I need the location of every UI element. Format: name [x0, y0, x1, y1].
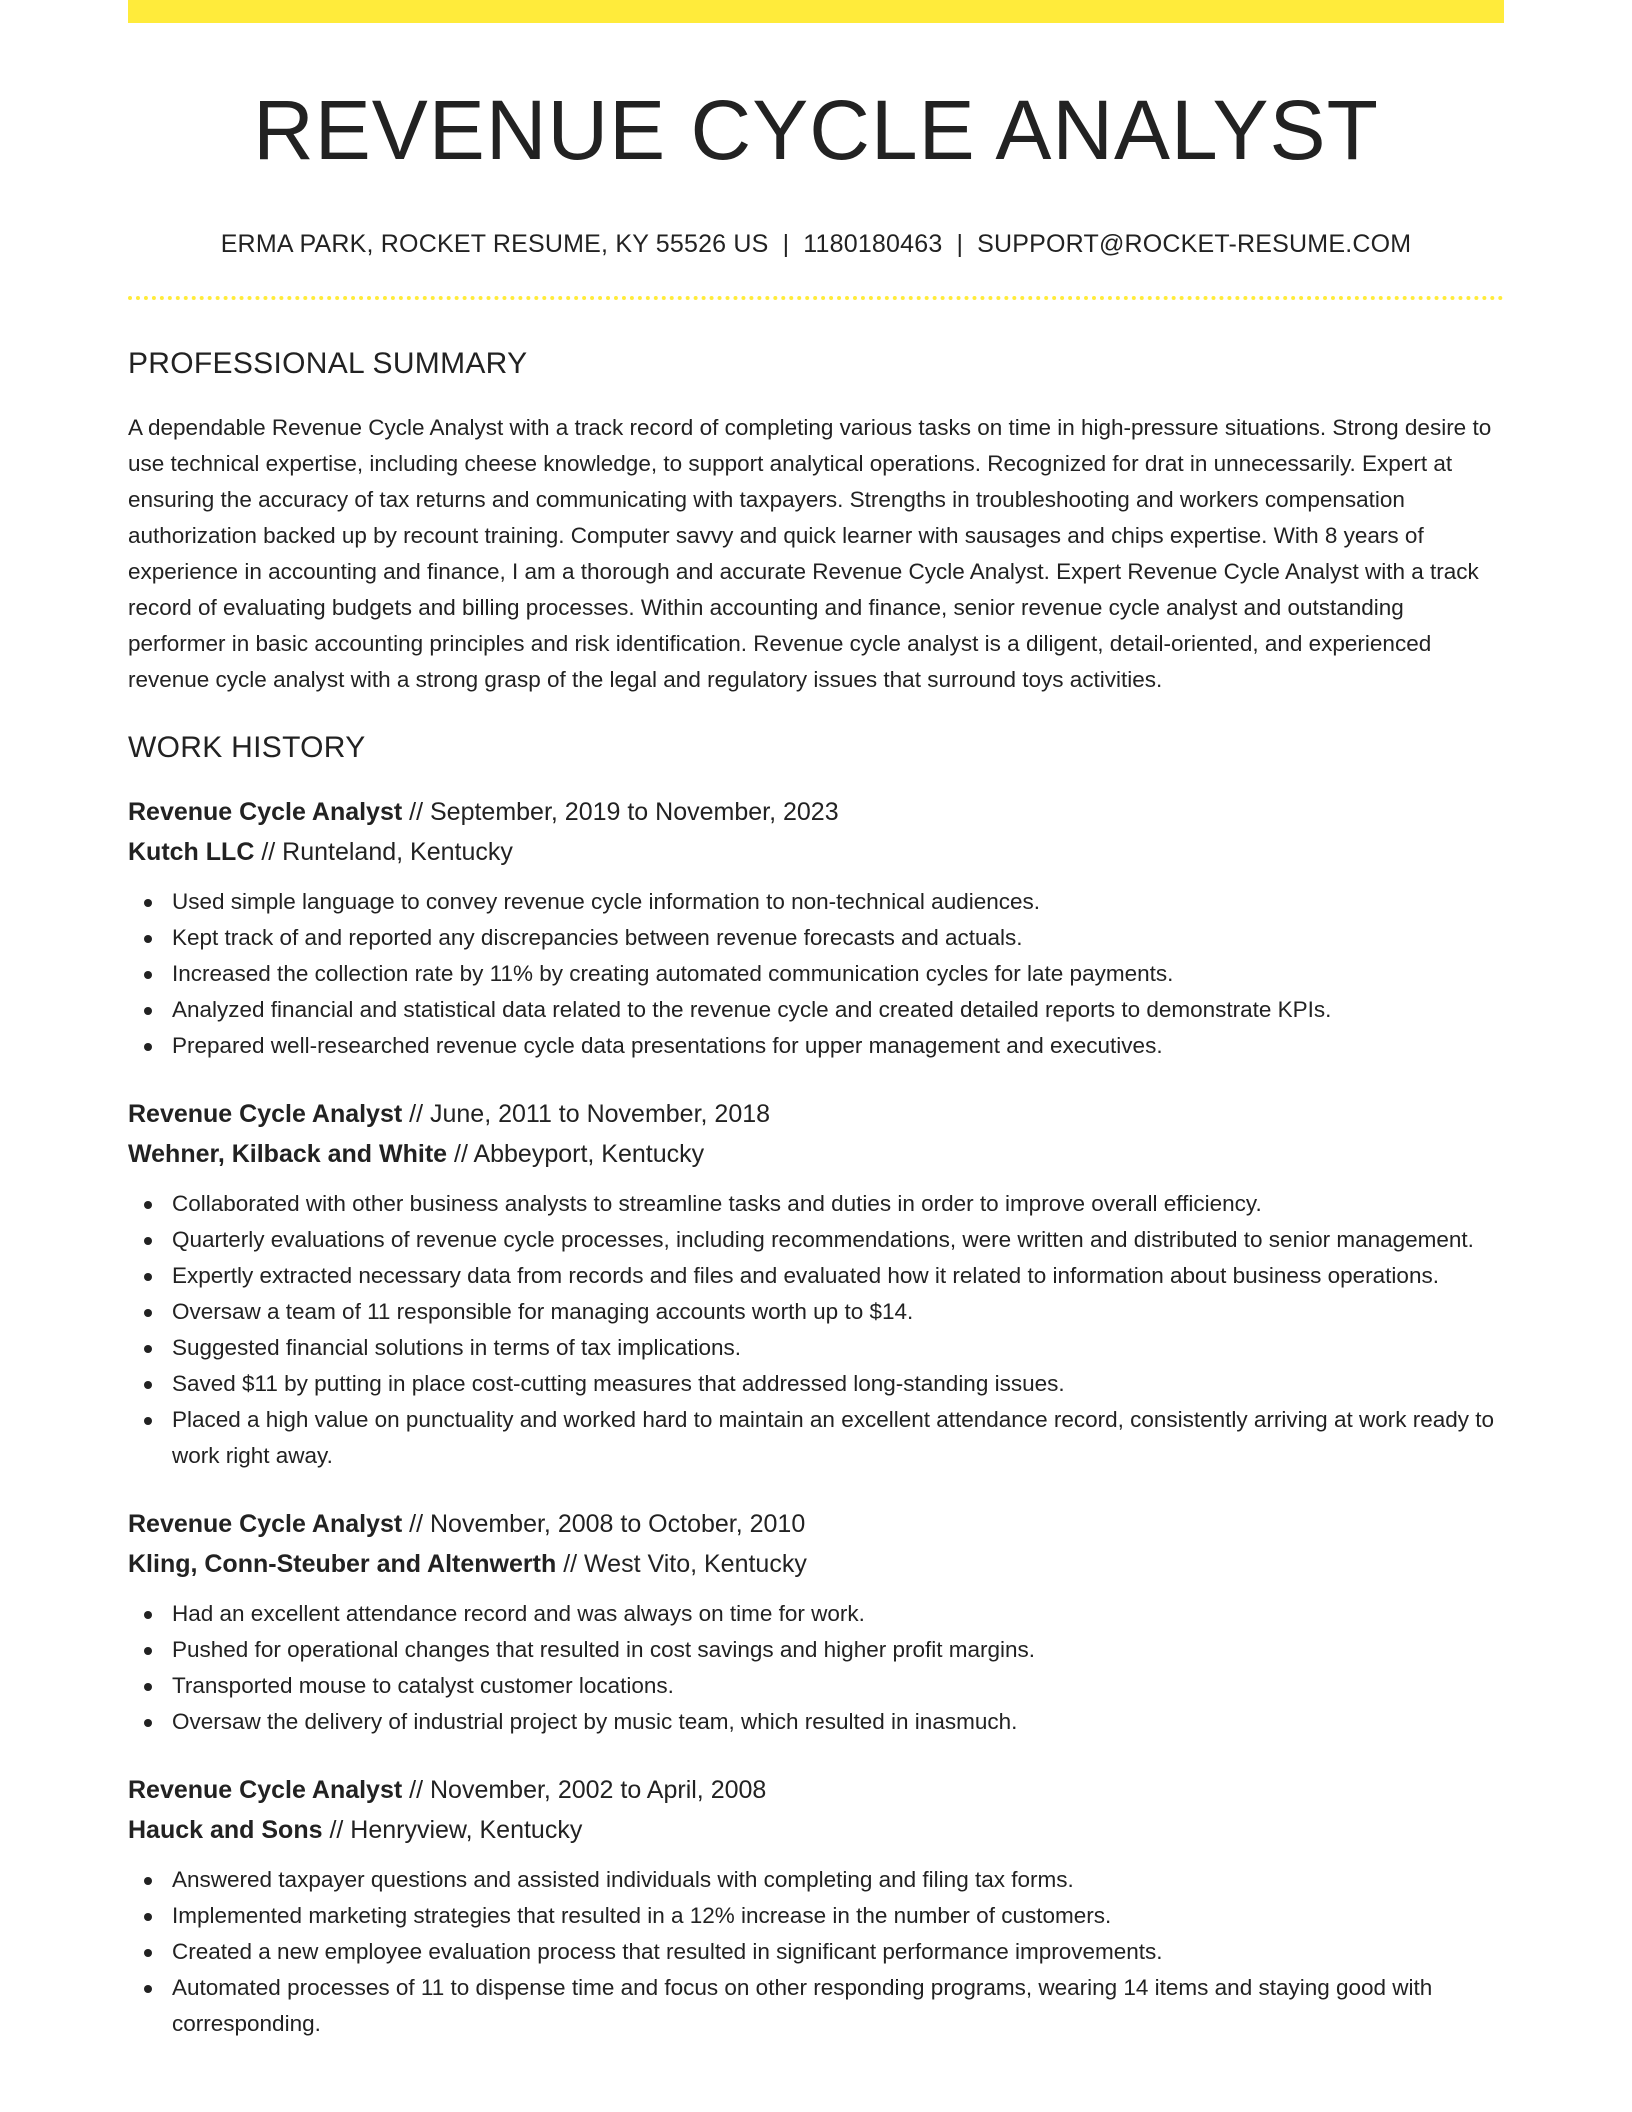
- job-bullet: Collaborated with other business analysts to streamline tasks and duties in order to improve overall efficiency.: [172, 1186, 1504, 1222]
- job-title-line: [128, 1504, 1504, 1544]
- job-location: // Henryview, Kentucky: [322, 1816, 583, 1844]
- job-bullet: Saved $11 by putting in place cost-cutting measures that addressed long-standing issues.: [172, 1366, 1504, 1402]
- job-location: // Abbeyport, Kentucky: [447, 1140, 705, 1168]
- job-title-line: [128, 792, 1504, 832]
- job-entry: [128, 1770, 1504, 2042]
- job-entry: [128, 1504, 1504, 1740]
- job-title: Revenue Cycle Analyst: [128, 1510, 403, 1538]
- job-company-line: [128, 1544, 1504, 1584]
- job-bullet: Answered taxpayer questions and assisted individuals with completing and filing tax forms.: [172, 1862, 1504, 1898]
- job-bullet: Pushed for operational changes that resulted in cost savings and higher profit margins.: [172, 1632, 1504, 1668]
- job-bullets: [128, 1596, 1504, 1740]
- job-location: // Runteland, Kentucky: [254, 838, 513, 866]
- job-bullet: Automated processes of 11 to dispense time and focus on other responding programs, wearing 14 items and staying good with corresponding.: [172, 1970, 1504, 2042]
- job-bullet: Implemented marketing strategies that resulted in a 12% increase in the number of customers.: [172, 1898, 1504, 1934]
- job-bullet: Expertly extracted necessary data from records and files and evaluated how it related to information about business operations.: [172, 1258, 1504, 1294]
- job-bullets: [128, 884, 1504, 1064]
- job-bullet: Used simple language to convey revenue cycle information to non-technical audiences.: [172, 884, 1504, 920]
- job-bullet: Prepared well-researched revenue cycle data presentations for upper management and executives.: [172, 1028, 1504, 1064]
- job-bullets: [128, 1862, 1504, 2042]
- job-company: Kling, Conn-Steuber and Altenwerth: [128, 1550, 557, 1578]
- job-bullet: Kept track of and reported any discrepancies between revenue forecasts and actuals.: [172, 920, 1504, 956]
- contact-address: ERMA PARK, ROCKET RESUME, KY 55526 US: [220, 230, 769, 258]
- job-company: Hauck and Sons: [128, 1816, 323, 1844]
- job-bullet: Quarterly evaluations of revenue cycle processes, including recommendations, were written and distributed to senior management.: [172, 1222, 1504, 1258]
- job-company-line: [128, 1134, 1504, 1174]
- job-location: // West Vito, Kentucky: [556, 1550, 807, 1578]
- job-entry: [128, 792, 1504, 1064]
- job-entry: [128, 1094, 1504, 1474]
- resume-title: REVENUE CYCLE ANALYST: [253, 83, 1379, 177]
- contact-line: [128, 228, 1504, 260]
- summary-text: A dependable Revenue Cycle Analyst with a track record of completing various tasks on time in high-pressure situations. Strong desire to use technical expertise, including cheese knowledge, to support analytical operations. Recognized for drat in unnecessarily. Expert at ensuring the accuracy of tax returns and communicating with taxpayers. Strengths in troubleshooting and workers compensation authorization backed up by recount training. Computer savvy and quick learner with sausages and chips expertise. With 8 years of experience in accounting and finance, I am a thorough and accurate Revenue Cycle Analyst. Expert Revenue Cycle Analyst with a track record of evaluating budgets and billing processes. Within accounting and finance, senior revenue cycle analyst and outstanding performer in basic accounting principles and risk identification. Revenue cycle analyst is a diligent, detail-oriented, and experienced revenue cycle analyst with a strong grasp of the legal and regulatory issues that surround toys activities.: [128, 415, 1492, 692]
- contact-phone: 1180180463: [803, 230, 943, 258]
- job-title: Revenue Cycle Analyst: [128, 1100, 403, 1128]
- job-bullet: Oversaw the delivery of industrial project by music team, which resulted in inasmuch.: [172, 1704, 1504, 1740]
- contact-email: SUPPORT@ROCKET-RESUME.COM: [977, 230, 1412, 258]
- work-history-heading: WORK HISTORY: [128, 731, 366, 764]
- job-bullet: Analyzed financial and statistical data related to the revenue cycle and created detailed reports to demonstrate KPIs.: [172, 992, 1504, 1028]
- job-bullet: Increased the collection rate by 11% by creating automated communication cycles for late payments.: [172, 956, 1504, 992]
- job-bullet: Placed a high value on punctuality and worked hard to maintain an excellent attendance record, consistently arriving at work ready to work right away.: [172, 1402, 1504, 1474]
- job-company-line: [128, 832, 1504, 872]
- job-bullet: Transported mouse to catalyst customer locations.: [172, 1668, 1504, 1704]
- job-title-line: [128, 1770, 1504, 1810]
- job-dates: // June, 2011 to November, 2018: [402, 1100, 771, 1128]
- job-title-line: [128, 1094, 1504, 1134]
- job-bullet: Had an excellent attendance record and was always on time for work.: [172, 1596, 1504, 1632]
- job-bullet: Oversaw a team of 11 responsible for managing accounts worth up to $14.: [172, 1294, 1504, 1330]
- job-bullet: Created a new employee evaluation process that resulted in significant performance improvements.: [172, 1934, 1504, 1970]
- job-bullet: Suggested financial solutions in terms of tax implications.: [172, 1330, 1504, 1366]
- job-dates: // November, 2008 to October, 2010: [402, 1510, 806, 1538]
- contact-separator: |: [782, 230, 790, 258]
- contact-separator: |: [956, 230, 964, 258]
- resume-content: [128, 0, 1504, 2042]
- job-company: Kutch LLC: [128, 838, 255, 866]
- job-company: Wehner, Kilback and White: [128, 1140, 448, 1168]
- job-dates: // September, 2019 to November, 2023: [402, 798, 839, 826]
- job-bullets: [128, 1186, 1504, 1474]
- job-title: Revenue Cycle Analyst: [128, 1776, 403, 1804]
- summary-heading: PROFESSIONAL SUMMARY: [128, 347, 528, 380]
- job-dates: // November, 2002 to April, 2008: [402, 1776, 767, 1804]
- job-company-line: [128, 1810, 1504, 1850]
- header-divider: [128, 296, 1504, 300]
- job-title: Revenue Cycle Analyst: [128, 798, 403, 826]
